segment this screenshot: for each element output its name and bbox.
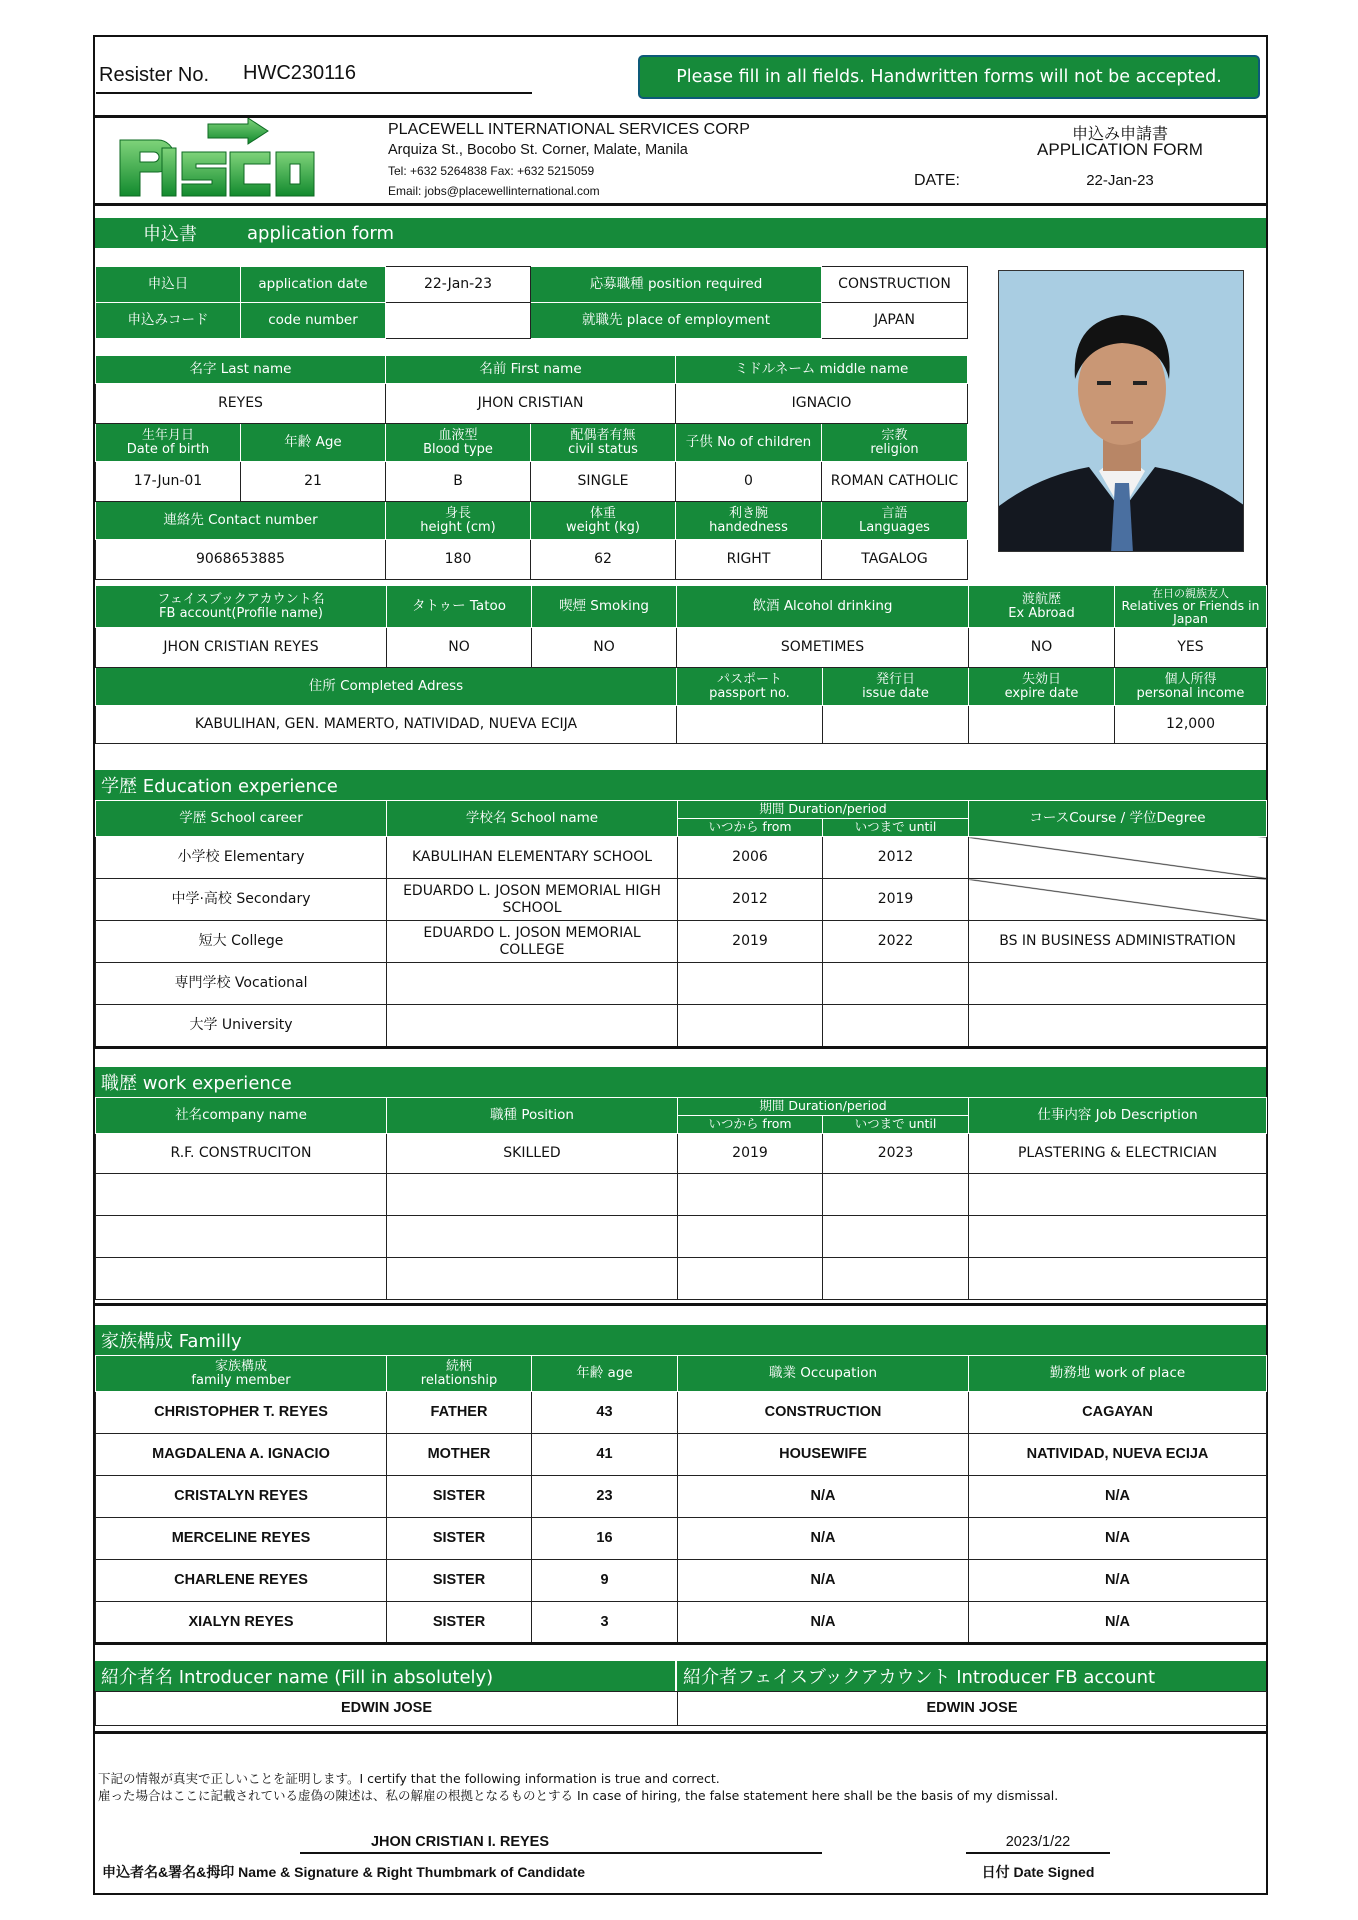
edu-col-career: 学歴 School career — [96, 801, 387, 837]
fam-place: N/A — [969, 1602, 1267, 1644]
table-row — [96, 1392, 1267, 1434]
fam-age: 9 — [532, 1560, 678, 1602]
height-value: 180 — [386, 540, 531, 580]
company-tel: Tel: +632 5264838 Fax: +632 5215059 — [388, 164, 595, 178]
work-until: 2023 — [823, 1134, 969, 1174]
application-date-en: application date — [241, 267, 386, 303]
table-row — [96, 1602, 1267, 1644]
position-value: CONSTRUCTION — [822, 267, 968, 303]
work-company: R.F. CONSTRUCITON — [96, 1134, 387, 1174]
edu-from: 2019 — [678, 921, 823, 963]
work-col-company: 社名company name — [96, 1098, 387, 1134]
last-name-value: REYES — [96, 384, 386, 424]
table-row — [96, 921, 1267, 963]
introducer-table — [95, 1691, 1267, 1726]
income-value: 12,000 — [1115, 706, 1267, 744]
work-col-desc: 仕事内容 Job Description — [969, 1098, 1267, 1134]
table-row — [96, 1560, 1267, 1602]
abroad-label — [969, 586, 1115, 628]
application-band-jp: 申込書 — [143, 224, 197, 245]
smoking-value: NO — [532, 628, 677, 668]
application-date-jp: 申込日 — [96, 267, 241, 303]
issue-value — [823, 706, 969, 744]
fam-col-age: 年齢 age — [532, 1356, 678, 1392]
dob-value: 17-Jun-01 — [96, 462, 241, 502]
fam-age: 3 — [532, 1602, 678, 1644]
fam-occ: CONSTRUCTION — [678, 1392, 969, 1434]
fam-name: CRISTALYN REYES — [96, 1476, 387, 1518]
family-band: 家族構成 Familly — [95, 1325, 1266, 1355]
position-label: 応募職種 position required — [531, 267, 822, 303]
work-desc — [969, 1216, 1267, 1258]
work-until — [823, 1174, 969, 1216]
edu-col-from: いつから from — [678, 819, 823, 837]
hand-label — [676, 502, 822, 540]
date-signed-label: 日付 Date Signed — [981, 1864, 1095, 1880]
introducer-bottom-rule — [93, 1731, 1268, 1734]
signer-label: 申込者名&署名&拇印 Name & Signature & Right Thumbmark of Candidate — [102, 1864, 586, 1880]
fam-name: CHARLENE REYES — [96, 1560, 387, 1602]
fam-col-rel — [387, 1356, 532, 1392]
fb-account-value: JHON CRISTIAN REYES — [96, 628, 387, 668]
table-row — [96, 963, 1267, 1005]
civil-value: SINGLE — [531, 462, 676, 502]
relatives-label-jp: 在日の親族友人 — [1152, 586, 1229, 600]
fam-rel: FATHER — [387, 1392, 532, 1434]
expire-value — [969, 706, 1115, 744]
fam-name: MAGDALENA A. IGNACIO — [96, 1434, 387, 1476]
date-label: DATE: — [914, 172, 960, 189]
introducer-name-value: EDWIN JOSE — [96, 1692, 678, 1726]
fam-rel: SISTER — [387, 1560, 532, 1602]
smoking-label: 喫煙 Smoking — [532, 586, 677, 628]
header-bottom-rule — [93, 203, 1268, 206]
first-name-label: 名前 First name — [386, 356, 676, 384]
application-band — [95, 218, 1266, 248]
fam-name: MERCELINE REYES — [96, 1518, 387, 1560]
introducer-name-band: 紹介者名 Introducer name (Fill in absolutely) — [95, 1661, 675, 1691]
fam-name: XIALYN REYES — [96, 1602, 387, 1644]
edu-course — [969, 1005, 1267, 1047]
education-table — [95, 800, 1267, 1047]
code-number-en: code number — [241, 303, 386, 339]
fam-age: 41 — [532, 1434, 678, 1476]
blood-label-en: Blood type — [423, 441, 493, 457]
children-label: 子供 No of children — [676, 424, 822, 462]
fam-age: 16 — [532, 1518, 678, 1560]
edu-school — [387, 963, 678, 1005]
religion-label-en: religion — [870, 441, 919, 457]
blood-label — [386, 424, 531, 462]
table-row — [96, 1134, 1267, 1174]
contact-value: 9068653885 — [96, 540, 386, 580]
religion-label-jp: 宗教 — [881, 427, 908, 443]
abroad-label-en: Ex Abroad — [1008, 605, 1075, 621]
place-label: 就職先 place of employment — [531, 303, 822, 339]
passport-label-en: passport no. — [709, 685, 790, 701]
language-label-en: Languages — [859, 519, 930, 535]
fam-col-member — [96, 1356, 387, 1392]
weight-label — [531, 502, 676, 540]
edu-from — [678, 1005, 823, 1047]
code-number-jp: 申込みコード — [96, 303, 241, 339]
tattoo-label: タトゥー Tatoo — [387, 586, 532, 628]
fam-rel: MOTHER — [387, 1434, 532, 1476]
application-table — [95, 266, 968, 339]
income-label-jp: 個人所得 — [1164, 671, 1217, 687]
form-title-jp: 申込み申請書 — [1071, 124, 1168, 143]
weight-label-en: weight (kg) — [566, 519, 640, 535]
edu-from: 2006 — [678, 837, 823, 879]
company-email: Email: jobs@placewellinternational.com — [388, 184, 600, 198]
date-signed-value: 2023/1/22 — [1005, 1834, 1071, 1850]
edu-until — [823, 963, 969, 1005]
family-bottom-rule — [93, 1642, 1268, 1645]
height-label-en: height (cm) — [420, 519, 496, 535]
certification-line-1: 下記の情報が真実で正しいことを証明します。I certify that the following information is true and correct. — [98, 1771, 720, 1786]
work-until — [823, 1216, 969, 1258]
edu-career: 大学 University — [96, 1005, 387, 1047]
edu-from — [678, 963, 823, 1005]
income-label — [1115, 668, 1267, 706]
expire-label-en: expire date — [1004, 685, 1079, 701]
application-band-en: application form — [247, 222, 394, 244]
edu-career: 小学校 Elementary — [96, 837, 387, 879]
edu-school — [387, 1005, 678, 1047]
fam-occ: HOUSEWIFE — [678, 1434, 969, 1476]
work-desc: PLASTERING & ELECTRICIAN — [969, 1134, 1267, 1174]
applicant-photo — [998, 270, 1244, 552]
work-position — [387, 1174, 678, 1216]
first-name-value: JHON CRISTIAN — [386, 384, 676, 424]
fam-place: N/A — [969, 1476, 1267, 1518]
certification-line-2: 雇った場合はここに記載されている虚偽の陳述は、私の解雇の根拠となるものとする In case of hiring, the false statement here shall be the basis of my dismissal. — [98, 1788, 1059, 1803]
work-desc — [969, 1258, 1267, 1300]
family-table — [95, 1355, 1267, 1644]
edu-school: EDUARDO L. JOSON MEMORIAL HIGH SCHOOL — [387, 879, 678, 921]
fam-place: NATIVIDAD, NUEVA ECIJA — [969, 1434, 1267, 1476]
fam-col-member-en: family member — [191, 1372, 291, 1388]
work-from — [678, 1216, 823, 1258]
issue-label — [823, 668, 969, 706]
language-label — [822, 502, 968, 540]
fam-name: CHRISTOPHER T. REYES — [96, 1392, 387, 1434]
expire-label-jp: 失効日 — [1021, 671, 1061, 687]
blood-value: B — [386, 462, 531, 502]
language-label-jp: 言語 — [881, 505, 908, 521]
edu-course: BS IN BUSINESS ADMINISTRATION — [969, 921, 1267, 963]
civil-label-jp: 配偶者有無 — [570, 427, 636, 443]
education-bottom-rule — [93, 1046, 1268, 1049]
work-position: SKILLED — [387, 1134, 678, 1174]
fam-place: N/A — [969, 1518, 1267, 1560]
table-row — [96, 1005, 1267, 1047]
fam-col-occ: 職業 Occupation — [678, 1356, 969, 1392]
table-row — [96, 879, 1267, 921]
work-position — [387, 1216, 678, 1258]
dob-label-jp: 生年月日 — [141, 427, 194, 443]
hand-value: RIGHT — [676, 540, 822, 580]
relatives-label — [1115, 586, 1267, 628]
civil-label-en: civil status — [568, 441, 638, 457]
table-row — [96, 1174, 1267, 1216]
age-value: 21 — [241, 462, 386, 502]
work-from — [678, 1258, 823, 1300]
fb-account-label-jp: フェイスブックアカウント名 — [157, 591, 325, 607]
date-signed-underline — [966, 1852, 1110, 1854]
fam-place: N/A — [969, 1560, 1267, 1602]
edu-career: 短大 College — [96, 921, 387, 963]
fb-account-label-en: FB account(Profile name) — [159, 605, 323, 621]
blood-label-jp: 血液型 — [438, 427, 478, 443]
fam-col-work: 勤務地 work of place — [969, 1356, 1267, 1392]
company-name: PLACEWELL INTERNATIONAL SERVICES CORP — [388, 121, 750, 138]
edu-school: EDUARDO L. JOSON MEMORIAL COLLEGE — [387, 921, 678, 963]
alcohol-value: SOMETIMES — [677, 628, 969, 668]
register-label: Resister No. — [99, 64, 210, 86]
work-from: 2019 — [678, 1134, 823, 1174]
fam-place: CAGAYAN — [969, 1392, 1267, 1434]
fam-age: 23 — [532, 1476, 678, 1518]
weight-label-jp: 体重 — [589, 505, 616, 521]
fam-col-rel-en: relationship — [420, 1372, 498, 1388]
fam-age: 43 — [532, 1392, 678, 1434]
work-band: 職歴 work experience — [95, 1067, 1266, 1097]
tattoo-value: NO — [387, 628, 532, 668]
fam-occ: N/A — [678, 1518, 969, 1560]
edu-career: 専門学校 Vocational — [96, 963, 387, 1005]
fam-rel: SISTER — [387, 1602, 532, 1644]
edu-until — [823, 1005, 969, 1047]
fam-occ: N/A — [678, 1602, 969, 1644]
passport-label-jp: パスポート — [716, 671, 782, 687]
notice-banner: Please fill in all fields. Handwritten forms will not be accepted. — [638, 55, 1260, 99]
work-company — [96, 1216, 387, 1258]
register-underline — [96, 92, 532, 94]
table-row — [96, 1518, 1267, 1560]
fam-occ: N/A — [678, 1560, 969, 1602]
fam-col-rel-jp: 続柄 — [445, 1358, 472, 1374]
last-name-label: 名字 Last name — [96, 356, 386, 384]
expire-label — [969, 668, 1115, 706]
edu-school: KABULIHAN ELEMENTARY SCHOOL — [387, 837, 678, 879]
table-row — [96, 1258, 1267, 1300]
work-company — [96, 1258, 387, 1300]
table-row — [96, 1434, 1267, 1476]
relatives-value: YES — [1115, 628, 1267, 668]
edu-career: 中学·高校 Secondary — [96, 879, 387, 921]
fb-account-label — [96, 586, 387, 628]
height-label-jp: 身長 — [444, 505, 471, 521]
issue-label-en: issue date — [862, 685, 929, 701]
work-col-period: 期間 Duration/period — [678, 1098, 969, 1116]
edu-until: 2019 — [823, 879, 969, 921]
company-logo — [112, 118, 320, 202]
company-address: Arquiza St., Bocobo St. Corner, Malate, Manila — [388, 142, 688, 158]
language-value: TAGALOG — [822, 540, 968, 580]
table-row — [96, 837, 1267, 879]
work-until — [823, 1258, 969, 1300]
work-bottom-rule — [93, 1303, 1268, 1306]
code-number-value — [386, 303, 531, 339]
abroad-label-jp: 渡航歴 — [1021, 591, 1061, 607]
work-table — [95, 1097, 1267, 1300]
register-number: HWC230116 — [243, 62, 357, 84]
work-company — [96, 1174, 387, 1216]
edu-until: 2012 — [823, 837, 969, 879]
edu-col-course: コースCourse / 学位Degree — [969, 801, 1267, 837]
passport-value — [677, 706, 823, 744]
work-col-from: いつから from — [678, 1116, 823, 1134]
personal-table-2 — [95, 585, 1267, 744]
table-row — [96, 1216, 1267, 1258]
issue-label-jp: 発行日 — [875, 671, 915, 687]
personal-table — [95, 355, 968, 580]
form-title-en: APPLICATION FORM — [1037, 140, 1203, 159]
work-desc — [969, 1174, 1267, 1216]
introducer-fb-band: 紹介者フェイスブックアカウント Introducer FB account — [677, 1661, 1266, 1691]
edu-until: 2022 — [823, 921, 969, 963]
application-date-value: 22-Jan-23 — [386, 267, 531, 303]
work-col-until: いつまで until — [823, 1116, 969, 1134]
fam-rel: SISTER — [387, 1518, 532, 1560]
dob-label-en: Date of birth — [126, 441, 210, 457]
children-value: 0 — [676, 462, 822, 502]
edu-col-school: 学校名 School name — [387, 801, 678, 837]
age-label: 年齢 Age — [241, 424, 386, 462]
civil-label — [531, 424, 676, 462]
religion-label — [822, 424, 968, 462]
edu-col-until: いつまで until — [823, 819, 969, 837]
hand-label-jp: 利き腕 — [728, 505, 768, 521]
work-position — [387, 1258, 678, 1300]
alcohol-label: 飲酒 Alcohol drinking — [677, 586, 969, 628]
work-col-position: 職種 Position — [387, 1098, 678, 1134]
form-date: 22-Jan-23 — [1086, 172, 1154, 189]
table-row — [96, 1476, 1267, 1518]
hand-label-en: handedness — [709, 519, 788, 535]
edu-course — [969, 963, 1267, 1005]
edu-from: 2012 — [678, 879, 823, 921]
relatives-label-en: Relatives or Friends in Japan — [1121, 598, 1260, 627]
middle-name-label: ミドルネーム middle name — [676, 356, 968, 384]
place-value: JAPAN — [822, 303, 968, 339]
introducer-fb-value: EDWIN JOSE — [678, 1692, 1267, 1726]
education-band: 学歴 Education experience — [95, 770, 1266, 800]
address-label: 住所 Completed Adress — [96, 668, 677, 706]
fam-col-member-jp: 家族構成 — [214, 1358, 267, 1374]
address-value: KABULIHAN, GEN. MAMERTO, NATIVIDAD, NUEVA ECIJA — [96, 706, 677, 744]
signer-underline — [300, 1852, 822, 1854]
signer-name: JHON CRISTIAN I. REYES — [370, 1834, 550, 1850]
contact-label: 連絡先 Contact number — [96, 502, 386, 540]
work-from — [678, 1174, 823, 1216]
edu-course — [969, 879, 1267, 921]
abroad-value: NO — [969, 628, 1115, 668]
weight-value: 62 — [531, 540, 676, 580]
fam-rel: SISTER — [387, 1476, 532, 1518]
religion-value: ROMAN CATHOLIC — [822, 462, 968, 502]
dob-label — [96, 424, 241, 462]
income-label-en: personal income — [1136, 685, 1245, 701]
middle-name-value: IGNACIO — [676, 384, 968, 424]
height-label — [386, 502, 531, 540]
fam-occ: N/A — [678, 1476, 969, 1518]
passport-label — [677, 668, 823, 706]
edu-col-period: 期間 Duration/period — [678, 801, 969, 819]
edu-course — [969, 837, 1267, 879]
